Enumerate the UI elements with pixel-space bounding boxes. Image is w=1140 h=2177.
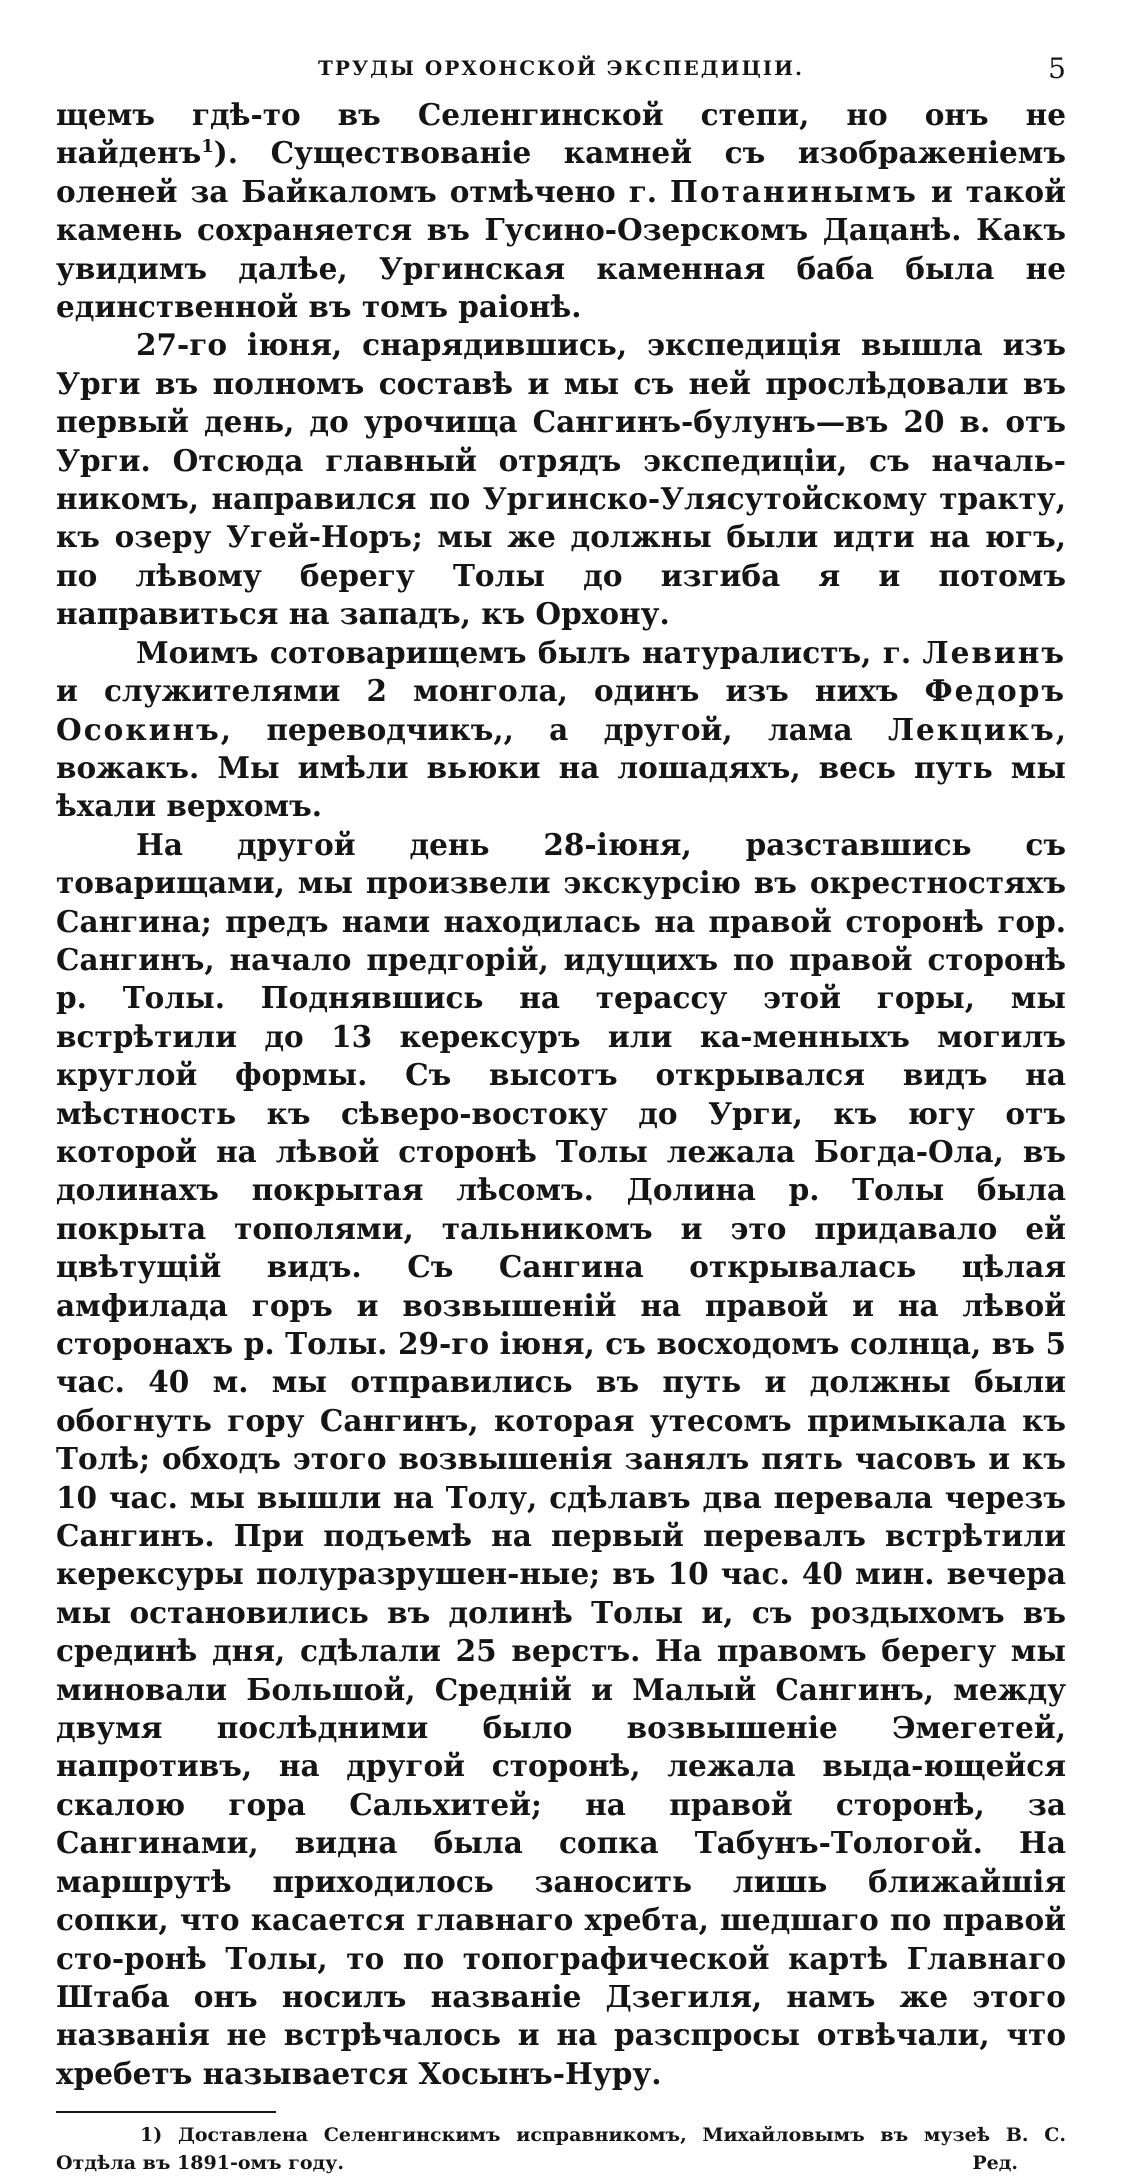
paragraph-3-name-osokin: Федоръ Осокинъ: [56, 673, 1066, 747]
paragraph-2: 27-го іюня, снарядившись, экспедиція вышла изъ Урги въ полномъ составѣ и мы съ ней прослѣдовали въ первый день, до урочища Сангинъ-булунъ—въ 20 в. отъ Урги. Отсюда главный отрядъ экспедиціи, съ началь-никомъ, направился по Ургинско-Улясутойскому тракту, къ озеру Угей-Норъ; мы же должны были идти на югъ, по лѣвому берегу Толы до изгиба я и потомъ направиться на западъ, къ Орхону.: [56, 327, 1066, 632]
footnote-body: Доставлена Селенгинскимъ исправникомъ, Михайловымъ въ музеѣ В. С. Отдѣла въ 1891-омъ году.: [56, 2124, 1066, 2175]
paragraph-1-part-c: и такой камень сохраняется въ Гусино-Озерскомъ Дацанѣ. Какъ увидимъ далѣе, Ургинская каменная баба была не единственной въ томъ раіонѣ.: [56, 173, 1066, 325]
paragraph-1-part-b: ). Существованіе камней съ изображеніемъ оленей за Байкаломъ отмѣчено г.: [56, 135, 1066, 209]
paragraph-3: [56, 634, 1066, 826]
paragraph-1: [56, 96, 1066, 326]
paragraph-3-part-b: и служителями 2 монгола, одинъ изъ нихъ: [56, 673, 925, 709]
paragraph-4: На другой день 28-іюня, разставшись съ товарищами, мы произвели экскурсію въ окрестностяхъ Сангина; предъ нами находилась на правой сторонѣ гор. Сангинъ, начало предгорій, идущихъ по правой сторонѣ р. Толы. Поднявшись на терассу этой горы, мы встрѣтили до 13 керексуръ или ка-менныхъ могилъ круглой формы. Съ высотъ открывался видъ на мѣстность къ сѣверо-востоку до Урги, къ югу отъ которой на лѣвой сторонѣ Толы лежала Богда-Ола, въ долинахъ покрытая лѣсомъ. Долина р. Толы была покрыта тополями, тальникомъ и это придавало ей цвѣтущій видъ. Съ Сангина открывалась цѣлая амфилада горъ и возвышеній на правой и на лѣвой сторонахъ р. Толы. 29-го іюня, съ восходомъ солнца, въ 5 час. 40 м. мы отправились въ путь и должны были обогнуть гору Сангинъ, которая утесомъ примыкала къ Толѣ; обходъ этого возвышенія занялъ пять часовъ и къ 10 час. мы вышли на Толу, сдѣлавъ два перевала черезъ Сангинъ. При подъемѣ на первый перевалъ встрѣтили керексуры полуразрушен-ные; въ 10 час. 40 мин. вечера мы остановились въ долинѣ Толы и, съ роздыхомъ въ срединѣ дня, сдѣлали 25 верстъ. На правомъ берегу мы миновали Большой, Средній и Малый Сангинъ, между двумя послѣдними было возвышеніе Эмегетей, напротивъ, на другой сторонѣ, лежала выда-ющейся скалою гора Сальхитей; на правой сторонѣ, за Сангинами, видна была сопка Табунъ-Тологой. На маршрутѣ приходилось заносить лишь ближайшія сопки, что касается главнаго хребта, шедшаго по правой сто-ронѣ Толы, то по топографической картѣ Главнаго Штаба онъ носилъ названіе Дзегиля, намъ же этого названія не встрѣчалось и на разспросы отвѣчали, что хребетъ называется Хосынъ-Нуру.: [56, 826, 1066, 2091]
body-text: [56, 96, 1066, 2093]
running-title: ТРУДЫ ОРХОНСКОЙ ЭКСПЕДИЦІИ.: [318, 56, 804, 80]
page-header: [56, 52, 1066, 96]
footnote-number: 1): [140, 2124, 163, 2147]
footnote-rule: [56, 2111, 276, 2113]
paragraph-3-part-a: Моимъ сотоварищемъ былъ натуралистъ, г.: [136, 634, 923, 670]
paragraph-1-name-potanin: Потанинымъ: [670, 173, 918, 209]
paragraph-3-name-lekcik: Лекцикъ: [887, 711, 1056, 747]
book-page: [56, 52, 1066, 2177]
paragraph-1-part-a: щемъ гдѣ-то въ Селенгинской степи, но онъ не найденъ: [56, 97, 1066, 171]
footnote-signature: Ред.: [972, 2152, 1018, 2175]
footnote-reference: 1: [201, 136, 214, 158]
paragraph-3-part-d: , вожакъ. Мы имѣли вьюки на лошадяхъ, весь путь мы ѣхали верхомъ.: [56, 711, 1066, 824]
footnote: [56, 2121, 1066, 2177]
paragraph-3-name-levin: Левинъ: [922, 634, 1066, 670]
paragraph-3-part-c: , переводчикъ,, а другой, лама: [220, 711, 888, 747]
page-number: 5: [1048, 52, 1066, 85]
footnote-text: [56, 2121, 1066, 2177]
